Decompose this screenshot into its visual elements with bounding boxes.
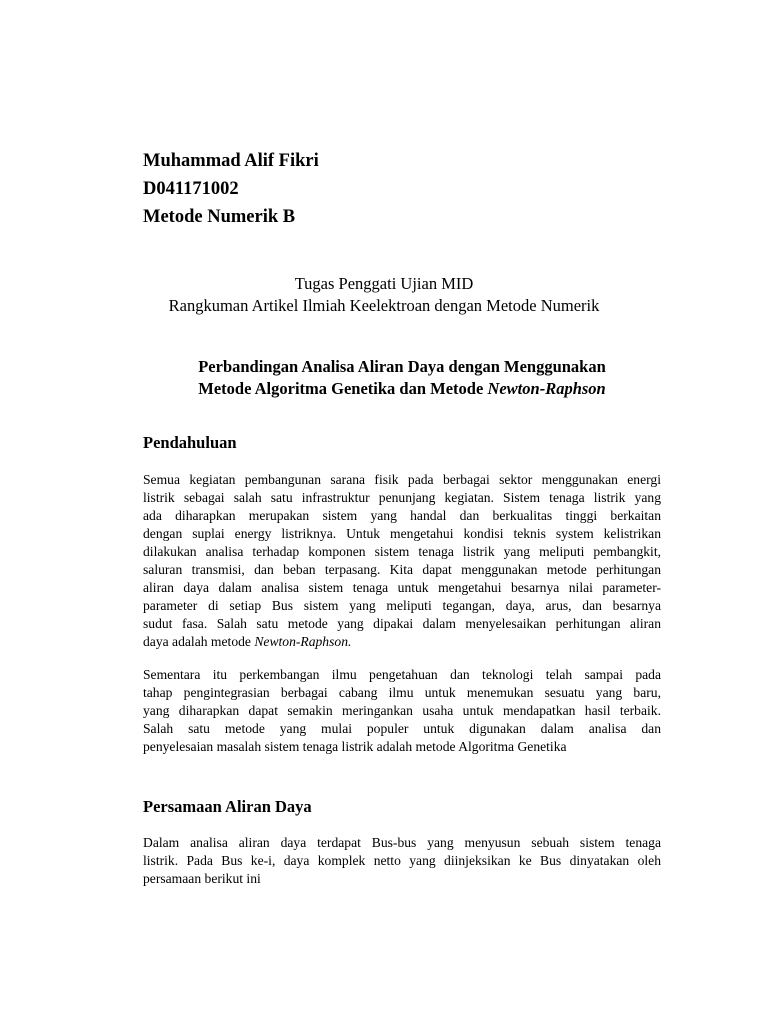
paper-title-line-2 <box>0 378 768 400</box>
paragraph-line-italic: Newton-Raphson. <box>254 634 352 649</box>
paragraph-line: saluran transmisi, dan beban terpasang. Kita dapat menggunakan metode perhitungan <box>143 562 661 577</box>
paragraph-line: dengan suplai energy listriknya. Untuk mengetahui kondisi teknis system kelistrikan <box>143 526 661 541</box>
course-name: Metode Numerik B <box>143 207 296 227</box>
paragraph-line: listrik sebagai salah satu infrastruktur penunjang kegiatan. Sistem tenaga listrik yang <box>143 490 661 505</box>
paragraph-line: sudut fasa. Salah satu metode yang dipakai dalam menyelesaikan perhitungan aliran <box>143 616 661 631</box>
author-block <box>143 147 319 231</box>
paragraph-line: Dalam analisa aliran daya terdapat Bus-bus yang menyusun sebuah sistem tenaga <box>143 835 661 850</box>
author-name: Muhammad Alif Fikri <box>143 151 319 171</box>
paragraph-line: yang diharapkan dapat semakin meringankan usaha untuk mendapatkan hasil terbaik. <box>143 703 661 718</box>
paragraph-line: Salah satu metode yang mulai populer untuk digunakan dalam analisa dan <box>143 721 661 736</box>
section-heading-intro: Pendahuluan <box>143 433 237 452</box>
paragraph-line: dilakukan analisa terhadap komponen sistem tenaga listrik yang meliputi pembangkit, <box>143 544 661 559</box>
assignment-header <box>0 273 768 317</box>
paragraph-line: Sementara itu perkembangan ilmu pengetahuan dan teknologi telah sampai pada <box>143 667 661 682</box>
assignment-line-2: Rangkuman Artikel Ilmiah Keelektroan dengan Metode Numerik <box>168 296 600 315</box>
paper-title <box>0 356 768 400</box>
assignment-line-1: Tugas Penggati Ujian MID <box>294 274 474 293</box>
paragraph-line: listrik. Pada Bus ke-i, daya komplek netto yang diinjeksikan ke Bus dinyatakan oleh <box>143 853 661 868</box>
paragraph-line-prefix: daya adalah metode <box>143 634 255 649</box>
paper-title-line-2-prefix: Metode Algoritma Genetika dan Metode <box>198 379 484 398</box>
power-flow-paragraph-1 <box>143 834 661 888</box>
paragraph-line: penyelesaian masalah sistem tenaga listrik adalah metode Algoritma Genetika <box>143 739 567 754</box>
paper-title-line-2-italic: Newton-Raphson <box>487 379 606 398</box>
paragraph-line: tahap pengintegrasian berbagai cabang ilmu untuk menemukan sesuatu yang baru, <box>143 685 661 700</box>
paragraph-line: persamaan berikut ini <box>143 871 261 886</box>
paragraph-line: aliran daya dalam analisa sistem tenaga untuk mengetahui besarnya nilai parameter- <box>143 580 661 595</box>
intro-paragraph-1 <box>143 471 661 651</box>
paragraph-line <box>143 633 661 651</box>
student-id: D041171002 <box>143 179 239 199</box>
intro-paragraph-2 <box>143 666 661 756</box>
paragraph-line: ada diharapkan merupakan sistem yang handal dan berkualitas tinggi berkaitan <box>143 508 661 523</box>
paragraph-line: Semua kegiatan pembangunan sarana fisik pada berbagai sektor menggunakan energi <box>143 472 661 487</box>
paper-title-line-1: Perbandingan Analisa Aliran Daya dengan Menggunakan <box>198 357 606 376</box>
paragraph-line: parameter di setiap Bus sistem yang meliputi tegangan, daya, arus, dan besarnya <box>143 598 661 613</box>
section-heading-power-flow: Persamaan Aliran Daya <box>143 797 312 816</box>
